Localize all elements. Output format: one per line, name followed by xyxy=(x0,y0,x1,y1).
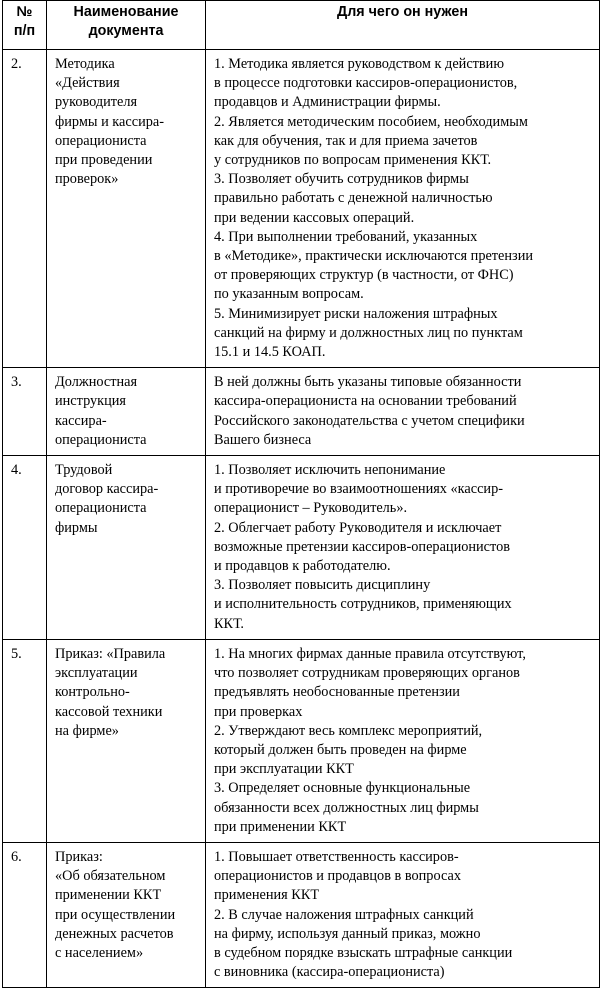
document-name xyxy=(47,639,206,842)
document-name-line: кассовой техники xyxy=(55,703,163,720)
document-purpose-line: у сотрудников по вопросам применения ККТ. xyxy=(214,152,492,169)
document-purpose-line: 5. Минимизирует риски наложения штрафных xyxy=(214,305,498,322)
document-purpose-line: и продавцов к работодателю. xyxy=(214,558,391,575)
document-name-line: кассира- xyxy=(55,412,107,429)
document-name-line: проверок» xyxy=(55,171,119,188)
document-purpose xyxy=(206,842,600,987)
document-name xyxy=(47,842,206,987)
document-purpose-line: с виновника (кассира-операциониста) xyxy=(214,964,445,981)
document-purpose-line: по указанным вопросам. xyxy=(214,286,364,303)
document-name xyxy=(47,368,206,456)
documents-table xyxy=(2,0,600,988)
row-number: 6. xyxy=(3,842,47,987)
document-purpose-line: ККТ. xyxy=(214,615,244,632)
document-name-line: фирмы и кассира- xyxy=(55,113,164,130)
document-purpose xyxy=(206,456,600,640)
table-row xyxy=(3,842,600,987)
document-purpose-line: в «Методике», практически исключаются претензии xyxy=(214,248,534,265)
document-purpose xyxy=(206,50,600,368)
document-purpose-line: 1. Методика является руководством к действию xyxy=(214,56,504,72)
document-name-line: с населением» xyxy=(55,944,144,961)
document-name-line: применении ККТ xyxy=(55,887,162,904)
row-number: 2. xyxy=(3,50,47,368)
document-purpose-line: кассира-операциониста на основании требований xyxy=(214,393,517,410)
document-purpose xyxy=(206,368,600,456)
table-row xyxy=(3,368,600,456)
document-purpose-line: при проверках xyxy=(214,703,303,720)
document-name-line: «Действия xyxy=(55,75,120,92)
document-purpose-line: 2. Облегчает работу Руководителя и исключает xyxy=(214,519,502,536)
header-name-line2: документа xyxy=(88,23,164,40)
document-purpose-line: возможные претензии кассиров-операционистов xyxy=(214,538,510,555)
document-purpose-line: и исполнительность сотрудников, применяющих xyxy=(214,596,512,613)
document-purpose-line: 1. Позволяет исключить непонимание xyxy=(214,462,446,479)
document-purpose-line: 2. В случае наложения штрафных санкций xyxy=(214,906,474,923)
document-purpose-line: который должен быть проведен на фирме xyxy=(214,741,467,758)
document-name xyxy=(47,456,206,640)
document-purpose-line: при эксплуатации ККТ xyxy=(214,761,354,778)
document-name-line: фирмы xyxy=(55,519,98,536)
document-purpose-line: обязанности всех должностных лиц фирмы xyxy=(214,799,479,816)
document-purpose-line: 1. На многих фирмах данные правила отсутствуют, xyxy=(214,645,526,662)
document-purpose-line: на фирму, используя данный приказ, можно xyxy=(214,925,481,942)
table-header-row xyxy=(3,1,600,50)
document-purpose-line: санкций на фирму и должностных лиц по пунктам xyxy=(214,324,523,341)
document-name-line: Методика xyxy=(55,56,115,72)
document-name-line: Приказ: «Правила xyxy=(55,645,166,662)
table-row xyxy=(3,639,600,842)
row-number: 4. xyxy=(3,456,47,640)
document-purpose-line: операционист – Руководитель». xyxy=(214,500,408,517)
document-purpose xyxy=(206,639,600,842)
document-name-line: при проведении xyxy=(55,152,153,169)
document-purpose-line: и противоречие во взаимоотношениях «кассир- xyxy=(214,481,503,498)
document-purpose-line: в судебном порядке взыскать штрафные санкции xyxy=(214,944,513,961)
header-name-line1: Наименование xyxy=(73,4,179,20)
document-name-line: операциониста xyxy=(55,500,147,517)
document-name-line: руководителя xyxy=(55,94,138,111)
document-purpose-line: 3. Определяет основные функциональные xyxy=(214,780,471,797)
header-number-line2: п/п xyxy=(13,23,36,40)
document-purpose-line: от проверяющих структур (в частности, от ФНС) xyxy=(214,267,514,284)
document-purpose-line: 3. Позволяет повысить дисциплину xyxy=(214,577,431,594)
header-number-line1: № xyxy=(16,4,33,20)
header-purpose-text: Для чего он нужен xyxy=(337,4,468,20)
document-name-line: договор кассира- xyxy=(55,481,159,498)
document-name-line: на фирме» xyxy=(55,722,119,739)
document-name-line: контрольно- xyxy=(55,684,130,701)
document-purpose-line: 2. Является методическим пособием, необходимым xyxy=(214,113,528,130)
document-purpose-line: Вашего бизнеса xyxy=(214,431,312,448)
document-purpose-line: при применении ККТ xyxy=(214,818,347,835)
document-purpose-line: В ней должны быть указаны типовые обязанности xyxy=(214,374,522,391)
document-name-line: «Об обязательном xyxy=(55,868,166,885)
document-name-line: денежных расчетов xyxy=(55,925,174,942)
header-document-name xyxy=(47,1,206,50)
document-name-line: Трудовой xyxy=(55,462,113,479)
table-row xyxy=(3,50,600,368)
document-purpose-line: применения ККТ xyxy=(214,887,320,904)
document-name-line: Должностная xyxy=(55,374,138,391)
document-purpose-line: 4. При выполнении требований, указанных xyxy=(214,228,478,245)
document-purpose-line: правильно работать с денежной наличностью xyxy=(214,190,493,207)
document-purpose-line: продавцов и Администрации фирмы. xyxy=(214,94,441,111)
document-name-line: операциониста xyxy=(55,431,147,448)
document-purpose-line: предъявлять необоснованные претензии xyxy=(214,684,460,701)
document-purpose-line: в процессе подготовки кассиров-операционистов, xyxy=(214,75,518,92)
document-purpose-line: что позволяет сотрудникам проверяющих органов xyxy=(214,665,520,682)
document-purpose-line: операционистов и продавцов в вопросах xyxy=(214,868,461,885)
document-name-line: Приказ: xyxy=(55,848,103,865)
document-purpose-line: Российского законодательства с учетом специфики xyxy=(214,412,525,429)
document-purpose-line: 3. Позволяет обучить сотрудников фирмы xyxy=(214,171,469,188)
table-row xyxy=(3,456,600,640)
table-body xyxy=(3,50,600,988)
document-name-line: при осуществлении xyxy=(55,906,176,923)
document-name-line: эксплуатации xyxy=(55,665,138,682)
document-purpose-line: при ведении кассовых операций. xyxy=(214,209,415,226)
row-number: 3. xyxy=(3,368,47,456)
document-name xyxy=(47,50,206,368)
header-purpose xyxy=(206,1,600,50)
row-number: 5. xyxy=(3,639,47,842)
document-purpose-line: как для обучения, так и для приема зачетов xyxy=(214,132,478,149)
document-name-line: операциониста xyxy=(55,132,147,149)
document-purpose-line: 2. Утверждают весь комплекс мероприятий, xyxy=(214,722,483,739)
document-name-line: инструкция xyxy=(55,393,127,410)
document-purpose-line: 1. Повышает ответственность кассиров- xyxy=(214,848,459,865)
header-number xyxy=(3,1,47,50)
document-purpose-line: 15.1 и 14.5 КОАП. xyxy=(214,344,326,361)
